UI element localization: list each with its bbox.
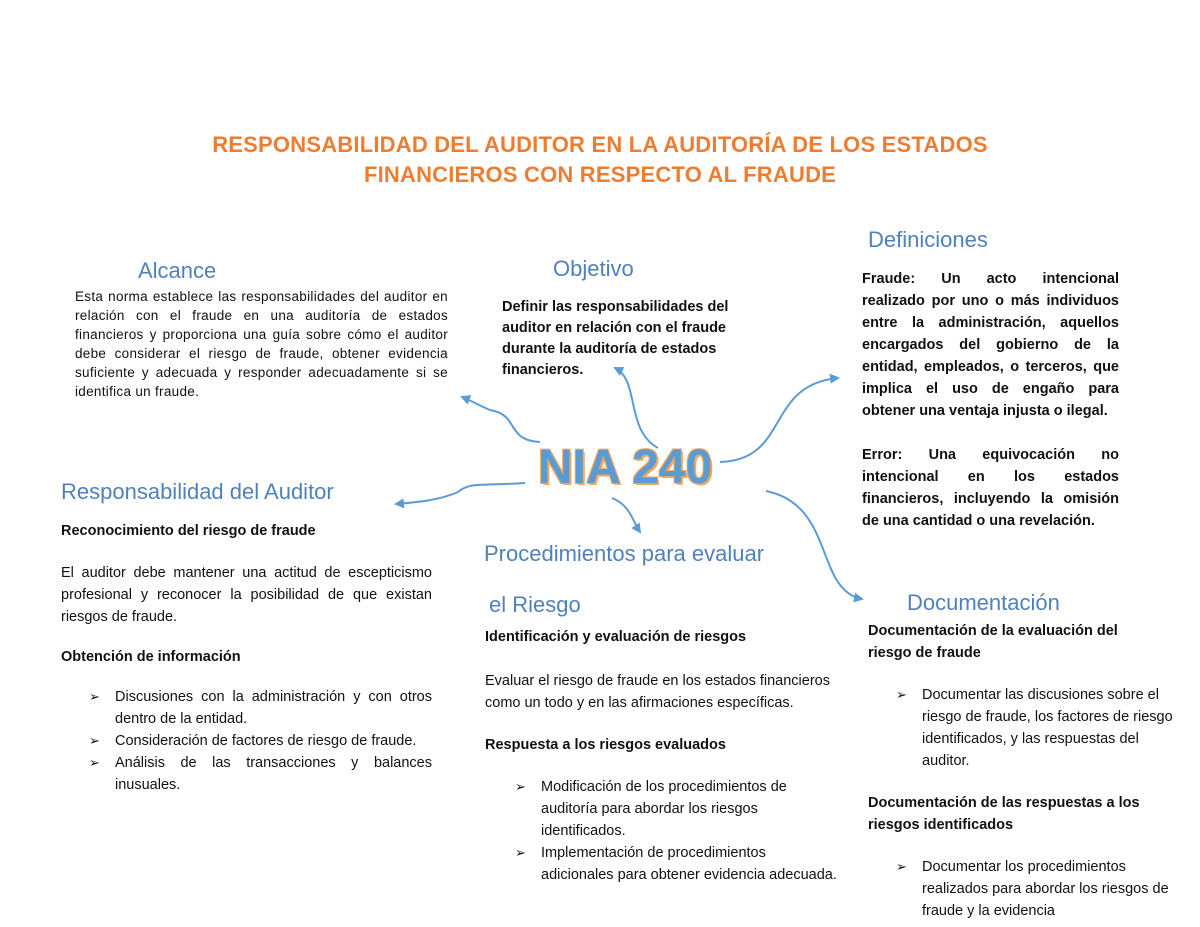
alcance-text: Esta norma establece las responsabilidades del auditor en relación con el fraude en una auditoría de estados financieros y proporciona una guía sobre cómo el auditor debe considerar el riesgo de fraude, obtener evidencia suficiente y adecuada y responder adecuadamente si se identifica un fraude. [75,289,448,399]
definicion-error [862,444,1119,532]
procedimientos-list [515,776,840,886]
arrow-to-documentacion [766,491,862,599]
arrow-bullet-icon: ➢ [515,779,526,794]
responsabilidad-text-1: El auditor debe mantener una actitud de escepticismo profesional y reconocer la posibilidad de que existan riesgos de fraude. [61,565,432,625]
responsabilidad-body [61,520,432,796]
arrow-bullet-icon: ➢ [89,689,100,704]
documentacion-list-1 [896,684,1178,772]
objetivo-heading: Objetivo [553,256,634,281]
procedimientos-heading-line-2: el Riesgo [489,592,581,617]
procedimientos-heading-line-1: Procedimientos para evaluar [484,541,765,566]
list-item: ➢ Modificación de los procedimientos de auditoría para abordar los riesgos identificados. [515,776,840,842]
documentacion-sub-1: Documentación de la evaluación del riesgo de fraude [868,623,1118,661]
arrow-to-responsabilidad [396,483,525,504]
list-item: ➢ Documentar los procedimientos realizados para abordar los riesgos de fraude y la evidencia [896,856,1178,922]
objetivo-text: Definir las responsabilidades del auditor en relación con el fraude durante la auditoría de estados financieros. [502,299,729,378]
list-item: ➢ Documentar las discusiones sobre el riesgo de fraude, los factores de riesgo identificados, y las respuestas del auditor. [896,684,1178,772]
responsabilidad-heading: Responsabilidad del Auditor [61,479,334,504]
arrow-to-alcance [462,397,540,442]
alcance-heading: Alcance [138,258,217,283]
center-node-nia-240: NIA 240 [538,441,713,494]
arrow-bullet-icon: ➢ [89,755,100,770]
definicion-fraude [862,268,1119,422]
list-item: ➢ Discusiones con la administración y con otros dentro de la entidad. [89,686,432,730]
procedimientos-sub-1: Identificación y evaluación de riesgos [485,629,747,645]
list-item: ➢ Análisis de las transacciones y balances inusuales. [89,752,432,796]
responsabilidad-list [89,686,432,796]
arrow-bullet-icon: ➢ [515,845,526,860]
responsabilidad-sub-1: Reconocimiento del riesgo de fraude [61,523,316,539]
list-item: ➢ Implementación de procedimientos adicionales para obtener evidencia adecuada. [515,842,840,886]
documentacion-body [868,620,1178,922]
fraude-text: Un acto intencional realizado por uno o más individuos entre la administración, aquellos encargados del gobierno de la entidad, empleados, o terceros, que implica el uso de engaño para obtener una ventaja injusta o ilegal. [862,271,1119,419]
arrow-to-definiciones [720,378,838,462]
arrow-bullet-icon: ➢ [896,859,907,874]
definiciones-body [862,268,1119,532]
error-text: Una equivocación no intencional en los estados financieros, incluyendo la omisión de una cantidad o una revelación. [862,447,1119,529]
responsabilidad-sub-2: Obtención de información [61,649,241,665]
procedimientos-text-1: Evaluar el riesgo de fraude en los estados financieros como un todo y en las afirmaciones específicas. [485,673,830,711]
definiciones-heading: Definiciones [868,227,988,252]
documentacion-sub-2: Documentación de las respuestas a los riesgos identificados [868,795,1140,833]
fraude-term: Fraude: [862,271,916,287]
documentacion-list-2 [896,856,1178,922]
procedimientos-body [485,626,840,886]
procedimientos-sub-2: Respuesta a los riesgos evaluados [485,737,726,753]
documentacion-heading: Documentación [907,590,1060,615]
title-line-1: RESPONSABILIDAD DEL AUDITOR EN LA AUDITORÍA DE LOS ESTADOS [212,132,988,157]
arrow-bullet-icon: ➢ [89,733,100,748]
list-item: ➢ Consideración de factores de riesgo de fraude. [89,730,432,752]
error-term: Error: [862,447,903,463]
title-line-2: FINANCIEROS CON RESPECTO AL FRAUDE [363,162,837,187]
arrow-bullet-icon: ➢ [896,687,907,702]
arrow-to-procedimientos [612,498,640,532]
